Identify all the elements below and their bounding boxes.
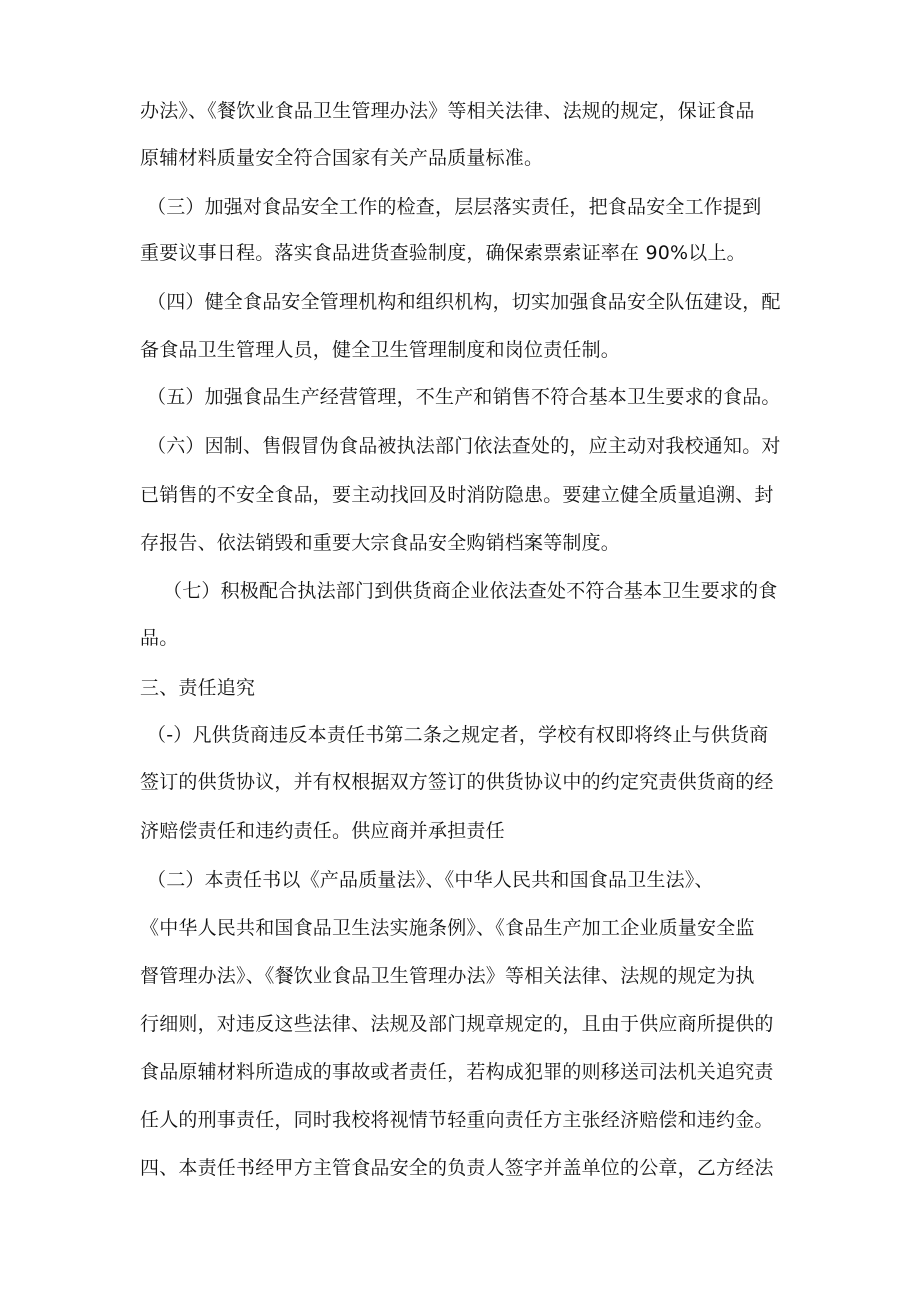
text-line-3: （三）加强对食品安全工作的检查，层层落实责任，把食品安全工作提到	[147, 196, 762, 218]
text-line-21: 食品原辅材料所造成的事故或者责任，若构成犯罪的则移送司法机关追究责	[140, 1061, 774, 1083]
text-line-14: （-）凡供货商违反本责任书第二条之规定者，学校有权即将终止与供货商	[147, 724, 769, 746]
text-line-8: （六）因制、售假冒伪食品被执法部门依法查处的，应主动对我校通知。对	[147, 435, 781, 457]
text-line-1: 办法》、《餐饮业食品卫生管理办法》等相关法律、法规的规定，保证食品	[140, 100, 755, 122]
text-line-5: （四）健全食品安全管理机构和组织机构，切实加强食品安全队伍建设，配	[147, 291, 781, 313]
text-line-19: 督管理办法》、《餐饮业食品卫生管理办法》等相关法律、法规的规定为执	[140, 965, 755, 987]
section-heading-four: 四、本责任书经甲方主管食品安全的负责人签字并盖单位的公章，乙方经法	[140, 1157, 774, 1179]
text-line-9: 已销售的不安全食品，要主动找回及时消防隐患。要建立健全质量追溯、封	[140, 484, 774, 506]
text-line-15: 签订的供货协议，并有权根据双方签订的供货协议中的约定究责供货商的经	[140, 771, 774, 793]
text-line-22: 任人的刑事责任，同时我校将视情节轻重向责任方主张经济赔偿和违约金。	[140, 1109, 774, 1131]
text-line-11: （七）积极配合执法部门到供货商企业依法查处不符合基本卫生要求的食	[163, 580, 778, 602]
text-line-7: （五）加强食品生产经营管理，不生产和销售不符合基本卫生要求的食品。	[147, 386, 781, 408]
text-line-18: 《中华人民共和国食品卫生法实施条例》、《食品生产加工企业质量安全监	[140, 917, 755, 939]
text-line-4: 重要议事日程。落实食品进货查验制度，确保索票索证率在 90%以上。	[140, 242, 746, 264]
section-heading-three: 三、责任追究	[140, 677, 256, 699]
text-line-16: 济赔偿责任和违约责任。供应商并承担责任	[140, 820, 505, 842]
text-line-10: 存报告、依法销毁和重要大宗食品安全购销档案等制度。	[140, 532, 621, 554]
text-line-2: 原辅材料质量安全符合国家有关产品质量标准。	[140, 147, 544, 169]
text-line-17: （二）本责任书以《产品质量法》、《中华人民共和国食品卫生法》、	[147, 869, 714, 891]
text-line-12: 品。	[140, 627, 179, 649]
text-line-20: 行细则，对违反这些法律、法规及部门规章规定的，且由于供应商所提供的	[140, 1013, 774, 1035]
text-line-6: 备食品卫生管理人员，健全卫生管理制度和岗位责任制。	[140, 339, 621, 361]
